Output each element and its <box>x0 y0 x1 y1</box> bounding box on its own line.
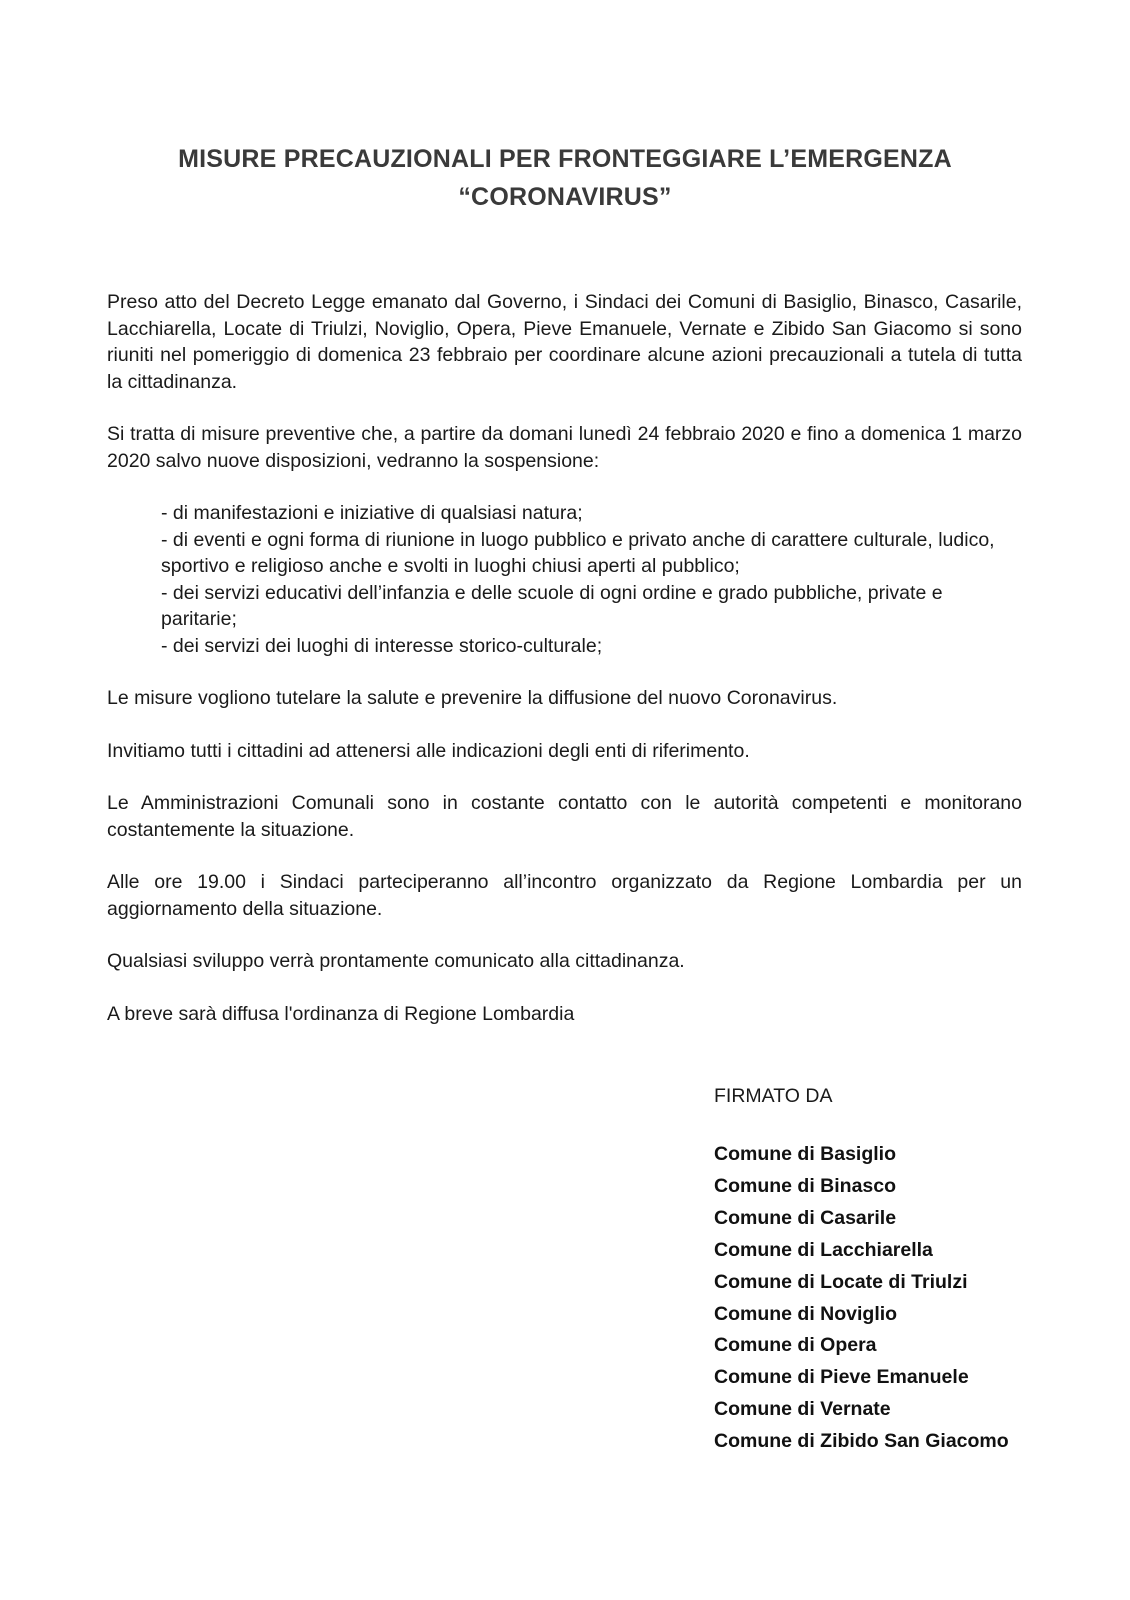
signatory-list <box>714 1139 1009 1458</box>
meeting-paragraph: Alle ore 19.00 i Sindaci parteciperanno all’incontro organizzato da Regione Lombardia per un aggiornamento della situazione. <box>107 871 1022 920</box>
health-paragraph: Le misure vogliono tutelare la salute e prevenire la diffusione del nuovo Coronavirus. <box>107 687 838 709</box>
intro-paragraph: Preso atto del Decreto Legge emanato dal Governo, i Sindaci dei Comuni di Basiglio, Binasco, Casarile, Lacchiarella, Locate di Triulzi, Noviglio, Opera, Pieve Emanuele, Vernate e Zibido San Giacomo si sono riuniti nel pomeriggio di domenica 23 febbraio per coordinare alcune azioni precauzionali a tutela di tutta la cittadinanza. <box>107 291 1022 393</box>
suspension-list <box>161 500 1022 659</box>
signatory-item: Comune di Noviglio <box>714 1302 898 1325</box>
signatory-item: Comune di Binasco <box>714 1174 897 1197</box>
signatory-item: Comune di Opera <box>714 1334 877 1357</box>
signatory-item: Comune di Lacchiarella <box>714 1238 933 1261</box>
signatory-item: Comune di Locate di Triulzi <box>714 1270 968 1293</box>
updates-paragraph: Qualsiasi sviluppo verrà prontamente comunicato alla cittadinanza. <box>107 950 685 972</box>
title-line-1: MISURE PRECAUZIONALI PER FRONTEGGIARE L’EMERGENZA <box>178 145 952 173</box>
contact-paragraph: Le Amministrazioni Comunali sono in costante contatto con le autorità competenti e monitorano costantemente la situazione. <box>107 792 1022 841</box>
list-item: - di manifestazioni e iniziative di qualsiasi natura; <box>161 502 583 524</box>
signatory-item: Comune di Pieve Emanuele <box>714 1366 969 1389</box>
list-item: - di eventi e ogni forma di riunione in luogo pubblico e privato anche di carattere culturale, ludico, sportivo e religioso anche e svolti in luoghi chiusi aperti al pubblico; <box>161 528 995 577</box>
document-body <box>107 289 1022 1053</box>
ordinance-paragraph: A breve sarà diffusa l'ordinanza di Regione Lombardia <box>107 1002 575 1025</box>
list-item: - dei servizi educativi dell’infanzia e delle scuole di ogni ordine e grado pubbliche, private e paritarie; <box>161 581 943 630</box>
signatory-item: Comune di Casarile <box>714 1206 897 1229</box>
measures-paragraph: Si tratta di misure preventive che, a partire da domani lunedì 24 febbraio 2020 e fino a domenica 1 marzo 2020 salvo nuove disposizioni, vedranno la sospensione: <box>107 423 1022 472</box>
signatory-item: Comune di Vernate <box>714 1398 891 1421</box>
invite-paragraph: Invitiamo tutti i cittadini ad attenersi alle indicazioni degli enti di riferimento. <box>107 739 750 762</box>
signature-heading: FIRMATO DA <box>714 1085 833 1107</box>
signatory-item: Comune di Zibido San Giacomo <box>714 1430 1009 1453</box>
list-item: - dei servizi dei luoghi di interesse storico-culturale; <box>161 634 603 657</box>
signature-block <box>714 1083 1009 1458</box>
title-line-2: “CORONAVIRUS” <box>458 183 672 211</box>
document-title <box>0 140 1130 216</box>
signatory-item: Comune di Basiglio <box>714 1143 897 1165</box>
